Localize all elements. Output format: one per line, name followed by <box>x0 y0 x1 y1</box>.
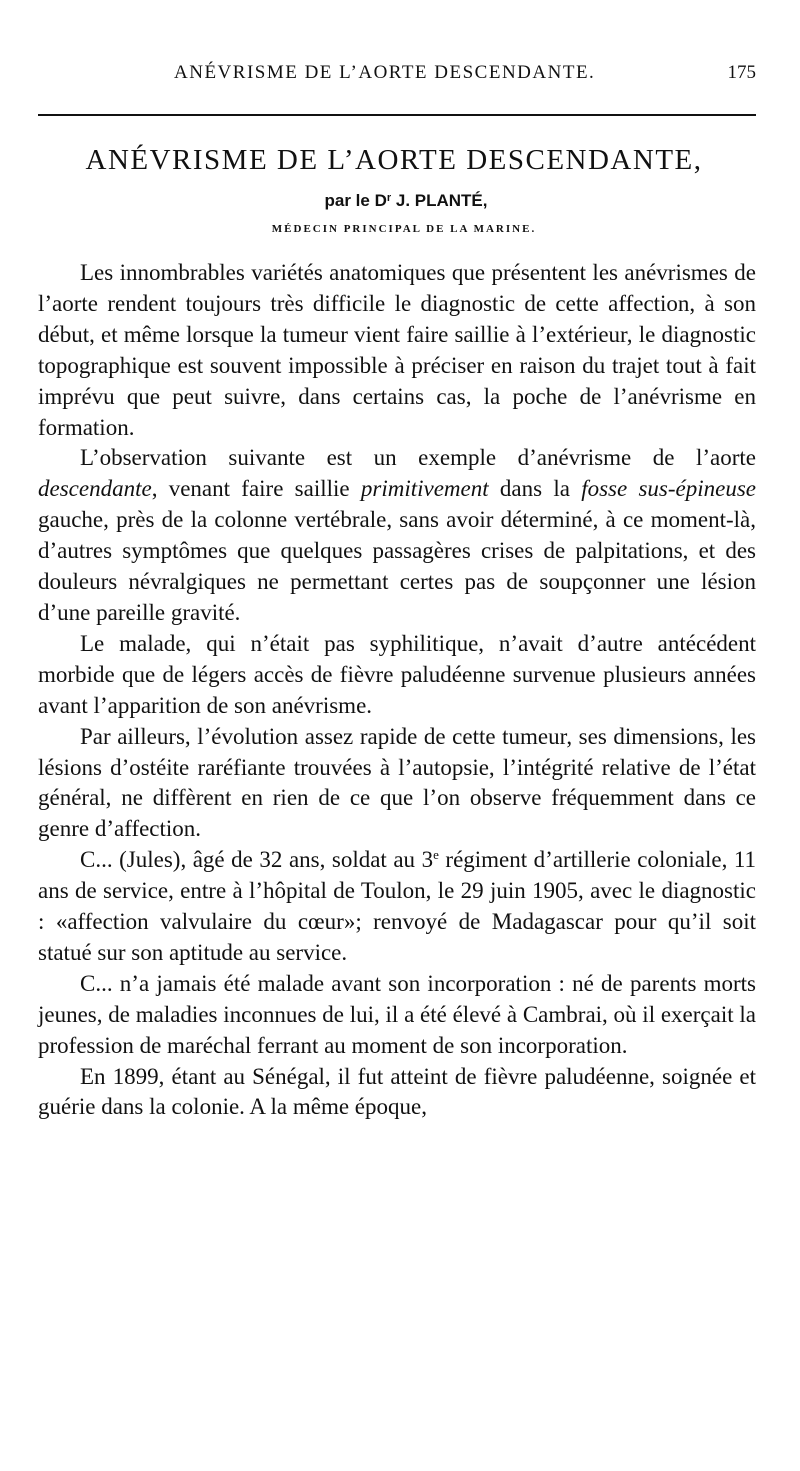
author-name: J. PLANTÉ, <box>391 191 488 210</box>
paragraph-3: Le malade, qui n’était pas syphilitique, n’avait d’autre antécédent morbide que de légers accès de fièvre paludéenne survenue plusieurs années avant l’apparition de son anévrisme. <box>38 630 756 718</box>
paragraph-2-italic-a: descendante <box>38 476 152 502</box>
book-page <box>38 58 756 1123</box>
paragraph-2-italic-c: fosse sus-épineuse <box>581 476 756 502</box>
header-rule <box>38 114 756 116</box>
paragraph-7: En 1899, étant au Sénégal, il fut atteint de fièvre paludéenne, soignée et guérie dans la colonie. A la même époque, <box>38 1063 756 1120</box>
page-number: 175 <box>727 62 756 83</box>
paragraph-2-text-c: dans la <box>488 476 582 502</box>
byline-superscript: r <box>386 192 392 204</box>
paragraph-1: Les innombrables variétés anatomiques que présentent les anévrismes de l’aorte rendent toujours très difficile le diagnostic de cette affection, à son début, et même lorsque la tumeur vient faire saillie à l’extérieur, le diagnostic topographique est souvent impossible à préciser en raison du trajet tout à fait imprévu que peut suivre, dans certains cas, la poche de l’anévrisme en formation. <box>38 260 756 440</box>
paragraph-2-text-a: L’observation suivante est un exemple d’anévrisme de l’aorte <box>80 445 756 471</box>
author-byline <box>38 187 756 212</box>
author-affiliation: MÉDECIN PRINCIPAL DE LA MARINE. <box>271 223 537 235</box>
byline-prefix: par le D <box>324 191 387 210</box>
running-title: ANÉVRISME DE L’AORTE DESCENDANTE. <box>174 62 596 83</box>
paragraph-5-text-b: régiment d’artillerie coloniale, 11 ans de service, entre à l’hôpital de Toulon, le 29 juin 1905, avec le diagnostic : «affection valvulaire du cœur»; renvoyé de Madagascar pour qu’il soit statué sur son aptitude au service. <box>38 847 756 965</box>
paragraph-5 <box>38 845 756 969</box>
paragraph-6: C... n’a jamais été malade avant son incorporation : né de parents morts jeunes, de maladies inconnues de lui, il a été élevé à Cambrai, où il exerçait la profession de maréchal ferrant au moment de son incorporation. <box>38 970 756 1058</box>
paragraph-5-text-a: C... (Jules), âgé de 32 ans, soldat au 3 <box>80 847 434 873</box>
paragraph-5-superscript: e <box>433 847 439 863</box>
paragraph-2-text-d: gauche, près de la colonne vertébrale, sans avoir déterminé, à ce moment-là, d’autres symptômes que quelques passagères crises de palpitations, et des douleurs névralgiques ne permettant certes pas de soupçonner une lésion d’une pareille gravité. <box>38 507 756 625</box>
paragraph-2-italic-b: primitivement <box>360 476 489 502</box>
article-title: ANÉVRISME DE L’AORTE DESCENDANTE, <box>85 144 703 176</box>
article-body <box>38 258 756 1123</box>
paragraph-2 <box>38 443 756 628</box>
paragraph-2-text-b: , venant faire saillie <box>151 476 361 502</box>
running-header <box>38 58 756 92</box>
paragraph-4: Par ailleurs, l’évolution assez rapide de cette tumeur, ses dimensions, les lésions d’ostéite raréfiante trouvées à l’autopsie, l’intégrité relative de l’état général, ne diffèrent en rien de ce que l’on observe fréquemment dans ce genre d’affection. <box>38 723 756 842</box>
